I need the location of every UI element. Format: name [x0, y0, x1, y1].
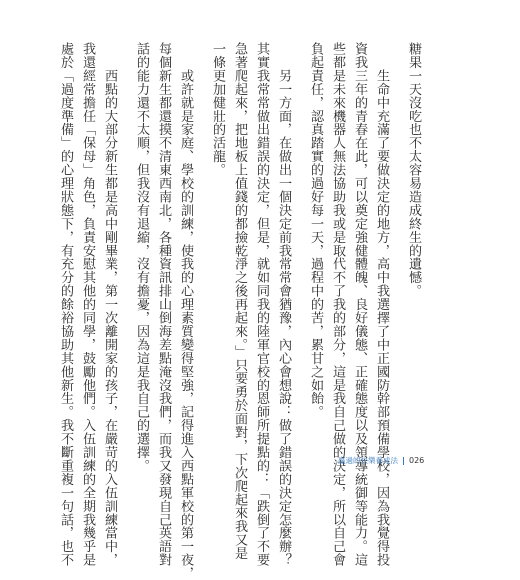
text-line: 話的能力還不太順，但我沒有退縮，沒有擔憂，因為這是我自己的選擇。: [134, 42, 149, 473]
text-line: 西點的大部分新生都是高中剛畢業，第一次離開家的孩子，在嚴苛的入伍訓練當中，: [102, 68, 117, 567]
page-number: 026: [409, 456, 425, 465]
text-line: 急著爬起來，把地板上值錢的都撿乾淨之後再起來。」只要勇於面對，下次爬起來我又是: [232, 42, 247, 560]
text-line: 其實我常常做出錯誤的決定，但是，就如同我的陸軍官校的恩師所提點的：「跌倒了不要: [254, 42, 269, 567]
text-line: 或許就是家庭、學校的訓練，使我的心理素質變得堅強，記得進入西點軍校的第一夜，: [178, 68, 193, 580]
text-line: 生命中充滿了要做決定的地方，高中我選擇了中正國防幹部預備學校，因為我覺得投: [374, 68, 389, 567]
text-line: 資我三年的青春在此，可以奠定強健體魄、良好儀態、正確態度以及領導統御等能力。這: [352, 42, 367, 567]
text-line: 每個新生都還摸不清東西南北，各種資訊排山倒海差點淹沒我們，而我又發現自己英語對: [156, 42, 171, 567]
book-title: 贏過的快樂養成法: [338, 456, 398, 465]
text-line: 負起責任，認真踏實的過好每一天，過程中的苦，累甘之如飴。: [308, 42, 323, 419]
text-line: 些都是未來機器人無法協助我或是取代不了我的部分，這是我自己做的決定，所以自己會: [330, 42, 345, 567]
text-line: 處於「過度準備」的心理狀態下，有充分的餘裕協助其他新生。我不斷重複一句話，也不: [58, 42, 73, 567]
footer-divider: [403, 457, 404, 465]
text-line: 一條更加健壯的活龍。: [210, 42, 225, 177]
page-footer: [338, 455, 424, 466]
text-line: 另一方面，在做出一個決定前我常常會猶豫，內心會想說：做了錯誤的決定怎麼辦？: [276, 68, 291, 567]
text-line: 我還經常擔任「保母」角色，負責安慰其他的同學，鼓勵他們。入伍訓練的全期我幾乎是: [80, 42, 95, 567]
text-line: 糖果一天沒吃也不太容易造成終生的遺憾。: [406, 42, 421, 298]
